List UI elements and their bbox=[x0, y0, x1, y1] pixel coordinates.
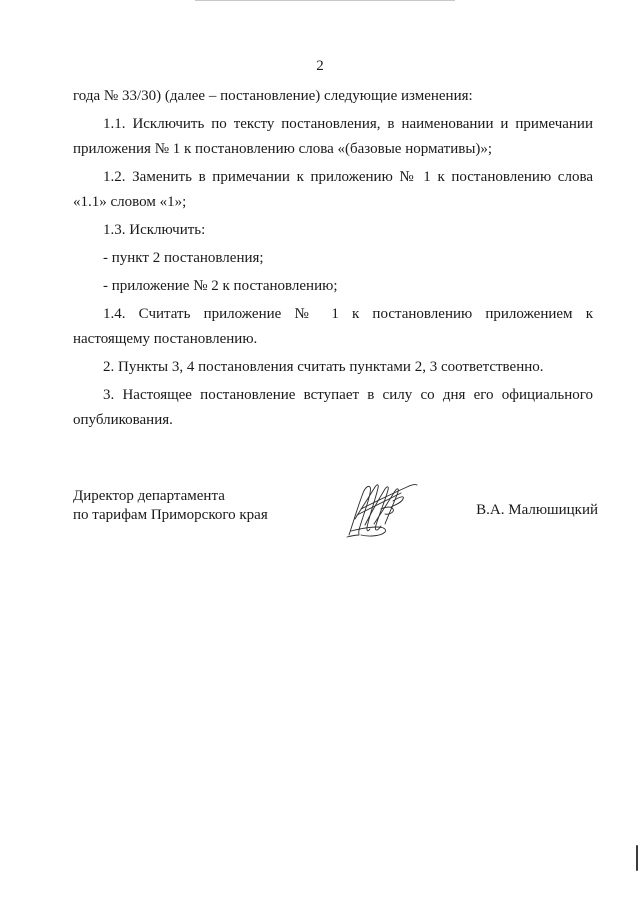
text-line: 1.1. Исключить по тексту постановления, в наименовании и примечании bbox=[103, 116, 593, 132]
text-line: 1.4. Считать приложение № 1 к постановлению приложением к bbox=[103, 306, 593, 322]
paragraph-1-1 bbox=[73, 112, 593, 162]
text-line: 1.2. Заменить в примечании к приложению № 1 к постановлению слова bbox=[103, 169, 593, 185]
page-top-edge bbox=[195, 0, 455, 1]
signatory-name: В.А. Малюшицкий bbox=[476, 502, 598, 518]
text-line: «1.1» словом «1»; bbox=[73, 194, 187, 210]
signatory-position-line-2: по тарифам Приморского края bbox=[73, 507, 268, 523]
paragraph-1-4 bbox=[73, 302, 593, 352]
signature-block bbox=[73, 487, 598, 557]
paragraph-continuation bbox=[73, 84, 593, 109]
paragraph-3 bbox=[73, 383, 593, 433]
paragraph-1-3 bbox=[73, 218, 593, 243]
paragraph-1-2 bbox=[73, 165, 593, 215]
page-number: 2 bbox=[316, 58, 324, 74]
signatory-position bbox=[73, 487, 268, 525]
text-line: года № 33/30) (далее – постановление) следующие изменения: bbox=[73, 88, 473, 104]
paragraph-2 bbox=[73, 355, 593, 380]
text-line: - приложение № 2 к постановлению; bbox=[103, 278, 338, 294]
text-line: приложения № 1 к постановлению слова «(базовые нормативы)»; bbox=[73, 141, 493, 157]
text-line: 1.3. Исключить: bbox=[103, 222, 206, 238]
document-body bbox=[73, 84, 593, 433]
list-item-punkt-2 bbox=[73, 246, 593, 271]
text-line: опубликования. bbox=[73, 412, 173, 428]
scan-edge-mark bbox=[636, 845, 638, 871]
list-item-prilozhenie-2 bbox=[73, 274, 593, 299]
text-line: 3. Настоящее постановление вступает в силу со дня его официального bbox=[103, 387, 593, 403]
text-line: - пункт 2 постановления; bbox=[103, 250, 264, 266]
handwritten-signature-icon bbox=[341, 479, 421, 541]
signatory-position-line-1: Директор департамента bbox=[73, 488, 225, 504]
text-line: настоящему постановлению. bbox=[73, 331, 258, 347]
text-line: 2. Пункты 3, 4 постановления считать пунктами 2, 3 соответственно. bbox=[103, 359, 544, 375]
